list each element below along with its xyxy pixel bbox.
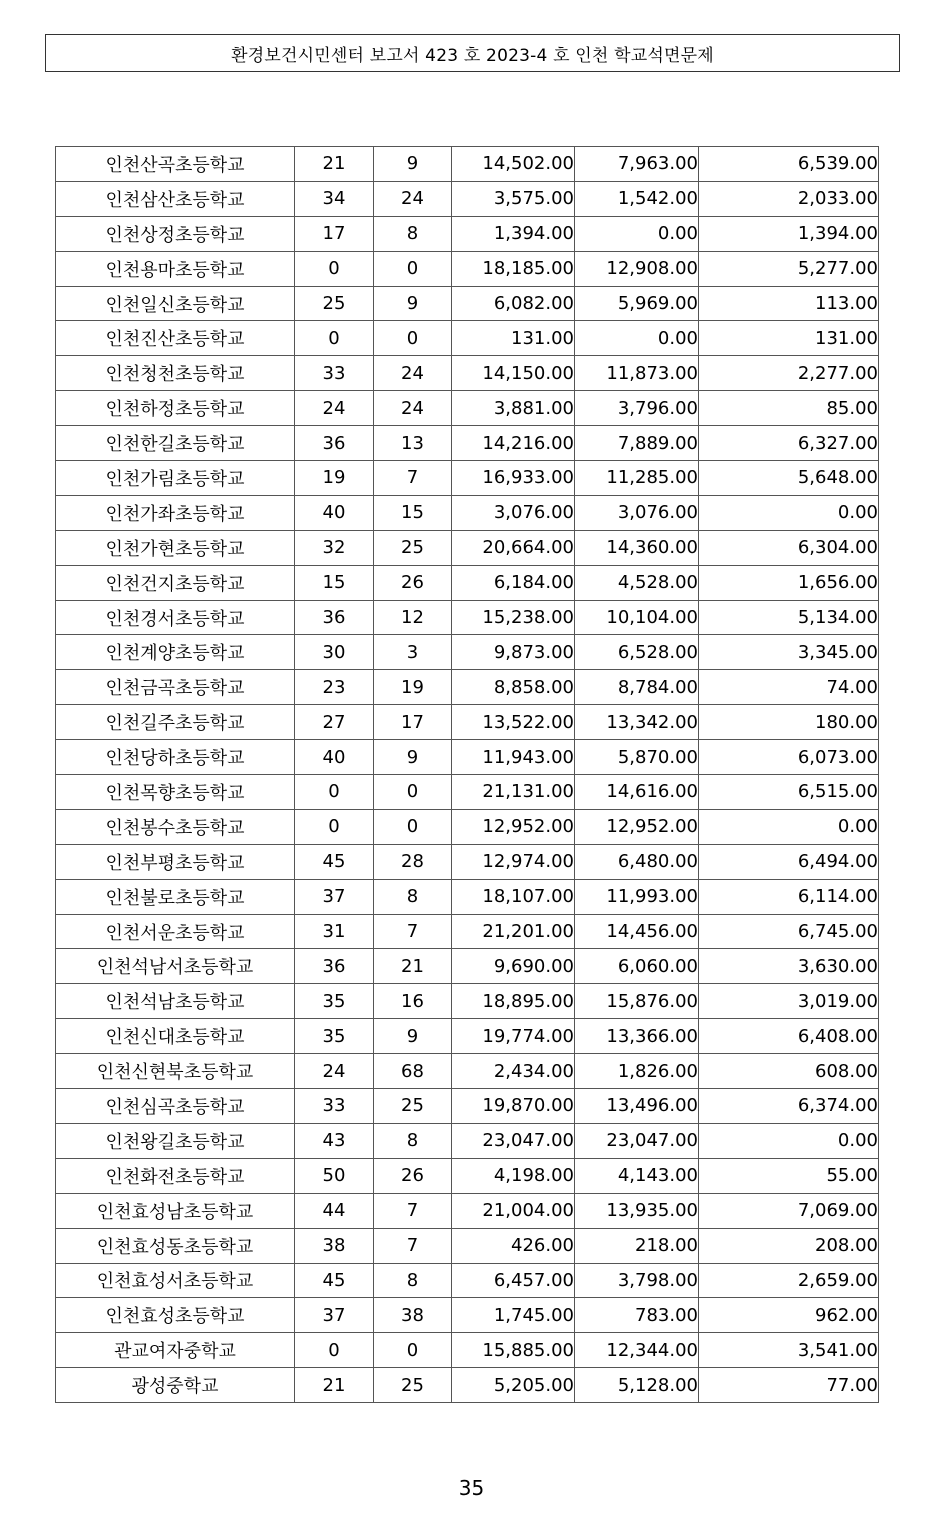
count-a-cell: 23 (295, 670, 374, 705)
school-name-cell: 인천계양초등학교 (56, 635, 295, 670)
removed-area-cell: 12,344.00 (575, 1333, 699, 1368)
total-area-cell: 15,885.00 (452, 1333, 575, 1368)
remaining-area-cell: 113.00 (699, 286, 879, 321)
remaining-area-cell: 6,114.00 (699, 879, 879, 914)
remaining-area-cell: 5,648.00 (699, 461, 879, 496)
total-area-cell: 4,198.00 (452, 1158, 575, 1193)
count-b-cell: 7 (374, 1228, 452, 1263)
remaining-area-cell: 3,630.00 (699, 949, 879, 984)
total-area-cell: 12,974.00 (452, 844, 575, 879)
total-area-cell: 131.00 (452, 321, 575, 356)
total-area-cell: 14,502.00 (452, 147, 575, 182)
school-name-cell: 인천가좌초등학교 (56, 495, 295, 530)
removed-area-cell: 14,456.00 (575, 914, 699, 949)
removed-area-cell: 5,128.00 (575, 1368, 699, 1403)
table-row (56, 984, 879, 1019)
remaining-area-cell: 6,515.00 (699, 775, 879, 810)
count-b-cell: 8 (374, 1123, 452, 1158)
count-b-cell: 9 (374, 1019, 452, 1054)
count-b-cell: 0 (374, 1333, 452, 1368)
count-b-cell: 13 (374, 426, 452, 461)
count-a-cell: 0 (295, 809, 374, 844)
school-name-cell: 인천경서초등학교 (56, 600, 295, 635)
count-b-cell: 26 (374, 565, 452, 600)
remaining-area-cell: 180.00 (699, 705, 879, 740)
school-name-cell: 인천산곡초등학교 (56, 147, 295, 182)
table-row (56, 461, 879, 496)
removed-area-cell: 13,366.00 (575, 1019, 699, 1054)
total-area-cell: 2,434.00 (452, 1054, 575, 1089)
removed-area-cell: 5,870.00 (575, 740, 699, 775)
count-b-cell: 8 (374, 1263, 452, 1298)
school-name-cell: 인천서운초등학교 (56, 914, 295, 949)
table-row (56, 1089, 879, 1124)
school-name-cell: 인천가현초등학교 (56, 530, 295, 565)
school-name-cell: 인천한길초등학교 (56, 426, 295, 461)
count-a-cell: 40 (295, 740, 374, 775)
table-row (56, 670, 879, 705)
total-area-cell: 16,933.00 (452, 461, 575, 496)
school-asbestos-table (55, 146, 879, 1403)
count-b-cell: 15 (374, 495, 452, 530)
count-b-cell: 25 (374, 1089, 452, 1124)
removed-area-cell: 14,616.00 (575, 775, 699, 810)
table-row (56, 1019, 879, 1054)
removed-area-cell: 13,935.00 (575, 1193, 699, 1228)
table-row (56, 286, 879, 321)
school-name-cell: 인천진산초등학교 (56, 321, 295, 356)
removed-area-cell: 10,104.00 (575, 600, 699, 635)
count-a-cell: 0 (295, 775, 374, 810)
school-name-cell: 인천건지초등학교 (56, 565, 295, 600)
count-b-cell: 17 (374, 705, 452, 740)
school-name-cell: 인천신대초등학교 (56, 1019, 295, 1054)
total-area-cell: 11,943.00 (452, 740, 575, 775)
count-a-cell: 38 (295, 1228, 374, 1263)
count-a-cell: 31 (295, 914, 374, 949)
table-row (56, 914, 879, 949)
count-a-cell: 25 (295, 286, 374, 321)
count-b-cell: 68 (374, 1054, 452, 1089)
count-b-cell: 0 (374, 251, 452, 286)
total-area-cell: 14,150.00 (452, 356, 575, 391)
count-b-cell: 24 (374, 391, 452, 426)
report-header (45, 34, 900, 72)
count-b-cell: 9 (374, 740, 452, 775)
count-a-cell: 27 (295, 705, 374, 740)
count-b-cell: 8 (374, 879, 452, 914)
total-area-cell: 6,457.00 (452, 1263, 575, 1298)
remaining-area-cell: 6,374.00 (699, 1089, 879, 1124)
count-a-cell: 35 (295, 984, 374, 1019)
removed-area-cell: 218.00 (575, 1228, 699, 1263)
removed-area-cell: 3,798.00 (575, 1263, 699, 1298)
remaining-area-cell: 6,304.00 (699, 530, 879, 565)
remaining-area-cell: 6,539.00 (699, 147, 879, 182)
count-a-cell: 35 (295, 1019, 374, 1054)
count-b-cell: 19 (374, 670, 452, 705)
table-row (56, 600, 879, 635)
remaining-area-cell: 1,656.00 (699, 565, 879, 600)
school-name-cell: 인천효성동초등학교 (56, 1228, 295, 1263)
total-area-cell: 15,238.00 (452, 600, 575, 635)
remaining-area-cell: 6,327.00 (699, 426, 879, 461)
table-row (56, 426, 879, 461)
count-b-cell: 24 (374, 181, 452, 216)
removed-area-cell: 6,480.00 (575, 844, 699, 879)
table-row (56, 495, 879, 530)
school-name-cell: 관교여자중학교 (56, 1333, 295, 1368)
count-a-cell: 36 (295, 600, 374, 635)
total-area-cell: 14,216.00 (452, 426, 575, 461)
total-area-cell: 9,873.00 (452, 635, 575, 670)
removed-area-cell: 0.00 (575, 321, 699, 356)
count-a-cell: 43 (295, 1123, 374, 1158)
count-b-cell: 0 (374, 809, 452, 844)
remaining-area-cell: 6,494.00 (699, 844, 879, 879)
count-b-cell: 25 (374, 1368, 452, 1403)
school-name-cell: 인천가림초등학교 (56, 461, 295, 496)
school-name-cell: 인천효성서초등학교 (56, 1263, 295, 1298)
count-a-cell: 0 (295, 1333, 374, 1368)
total-area-cell: 3,076.00 (452, 495, 575, 530)
table-body (56, 147, 879, 1403)
table-row (56, 844, 879, 879)
removed-area-cell: 11,873.00 (575, 356, 699, 391)
remaining-area-cell: 3,345.00 (699, 635, 879, 670)
removed-area-cell: 783.00 (575, 1298, 699, 1333)
school-name-cell: 인천당하초등학교 (56, 740, 295, 775)
table-row (56, 1123, 879, 1158)
total-area-cell: 3,881.00 (452, 391, 575, 426)
count-a-cell: 21 (295, 1368, 374, 1403)
count-a-cell: 30 (295, 635, 374, 670)
removed-area-cell: 4,528.00 (575, 565, 699, 600)
count-a-cell: 37 (295, 1298, 374, 1333)
removed-area-cell: 23,047.00 (575, 1123, 699, 1158)
school-name-cell: 인천금곡초등학교 (56, 670, 295, 705)
school-name-cell: 인천부평초등학교 (56, 844, 295, 879)
table-row (56, 1333, 879, 1368)
table-row (56, 1054, 879, 1089)
school-name-cell: 인천석남서초등학교 (56, 949, 295, 984)
removed-area-cell: 12,908.00 (575, 251, 699, 286)
remaining-area-cell: 131.00 (699, 321, 879, 356)
total-area-cell: 18,185.00 (452, 251, 575, 286)
total-area-cell: 13,522.00 (452, 705, 575, 740)
count-b-cell: 0 (374, 321, 452, 356)
total-area-cell: 18,895.00 (452, 984, 575, 1019)
removed-area-cell: 11,993.00 (575, 879, 699, 914)
remaining-area-cell: 2,033.00 (699, 181, 879, 216)
count-b-cell: 8 (374, 216, 452, 251)
school-name-cell: 인천청천초등학교 (56, 356, 295, 391)
removed-area-cell: 12,952.00 (575, 809, 699, 844)
school-name-cell: 인천삼산초등학교 (56, 181, 295, 216)
table-row (56, 1263, 879, 1298)
remaining-area-cell: 55.00 (699, 1158, 879, 1193)
count-a-cell: 40 (295, 495, 374, 530)
count-b-cell: 21 (374, 949, 452, 984)
removed-area-cell: 1,542.00 (575, 181, 699, 216)
table-row (56, 879, 879, 914)
count-a-cell: 36 (295, 426, 374, 461)
remaining-area-cell: 3,019.00 (699, 984, 879, 1019)
remaining-area-cell: 85.00 (699, 391, 879, 426)
count-a-cell: 50 (295, 1158, 374, 1193)
count-a-cell: 45 (295, 844, 374, 879)
remaining-area-cell: 5,277.00 (699, 251, 879, 286)
count-a-cell: 45 (295, 1263, 374, 1298)
school-name-cell: 인천불로초등학교 (56, 879, 295, 914)
count-b-cell: 25 (374, 530, 452, 565)
table-row (56, 809, 879, 844)
table-row (56, 565, 879, 600)
total-area-cell: 8,858.00 (452, 670, 575, 705)
count-b-cell: 12 (374, 600, 452, 635)
count-a-cell: 15 (295, 565, 374, 600)
school-name-cell: 광성중학교 (56, 1368, 295, 1403)
count-b-cell: 38 (374, 1298, 452, 1333)
count-b-cell: 9 (374, 147, 452, 182)
page-number: 35 (458, 1476, 485, 1500)
remaining-area-cell: 6,073.00 (699, 740, 879, 775)
remaining-area-cell: 1,394.00 (699, 216, 879, 251)
count-b-cell: 26 (374, 1158, 452, 1193)
school-name-cell: 인천일신초등학교 (56, 286, 295, 321)
removed-area-cell: 5,969.00 (575, 286, 699, 321)
count-b-cell: 0 (374, 775, 452, 810)
remaining-area-cell: 0.00 (699, 809, 879, 844)
remaining-area-cell: 77.00 (699, 1368, 879, 1403)
removed-area-cell: 4,143.00 (575, 1158, 699, 1193)
total-area-cell: 5,205.00 (452, 1368, 575, 1403)
table-row (56, 216, 879, 251)
total-area-cell: 426.00 (452, 1228, 575, 1263)
count-b-cell: 7 (374, 914, 452, 949)
removed-area-cell: 7,963.00 (575, 147, 699, 182)
count-a-cell: 19 (295, 461, 374, 496)
removed-area-cell: 6,060.00 (575, 949, 699, 984)
total-area-cell: 3,575.00 (452, 181, 575, 216)
table-row (56, 775, 879, 810)
removed-area-cell: 15,876.00 (575, 984, 699, 1019)
count-a-cell: 44 (295, 1193, 374, 1228)
school-name-cell: 인천하정초등학교 (56, 391, 295, 426)
table-row (56, 705, 879, 740)
report-title: 환경보건시민센터 보고서 423 호 2023-4 호 인천 학교석면문제 (231, 45, 714, 66)
table-row (56, 251, 879, 286)
total-area-cell: 9,690.00 (452, 949, 575, 984)
removed-area-cell: 3,076.00 (575, 495, 699, 530)
count-b-cell: 24 (374, 356, 452, 391)
school-name-cell: 인천봉수초등학교 (56, 809, 295, 844)
total-area-cell: 6,184.00 (452, 565, 575, 600)
removed-area-cell: 3,796.00 (575, 391, 699, 426)
total-area-cell: 12,952.00 (452, 809, 575, 844)
table-row (56, 635, 879, 670)
count-b-cell: 3 (374, 635, 452, 670)
count-a-cell: 24 (295, 391, 374, 426)
remaining-area-cell: 962.00 (699, 1298, 879, 1333)
table-row (56, 949, 879, 984)
table-row (56, 740, 879, 775)
count-a-cell: 34 (295, 181, 374, 216)
remaining-area-cell: 3,541.00 (699, 1333, 879, 1368)
school-name-cell: 인천용마초등학교 (56, 251, 295, 286)
remaining-area-cell: 0.00 (699, 495, 879, 530)
total-area-cell: 6,082.00 (452, 286, 575, 321)
total-area-cell: 21,004.00 (452, 1193, 575, 1228)
table-row (56, 1298, 879, 1333)
table-row (56, 181, 879, 216)
remaining-area-cell: 6,408.00 (699, 1019, 879, 1054)
remaining-area-cell: 0.00 (699, 1123, 879, 1158)
remaining-area-cell: 6,745.00 (699, 914, 879, 949)
school-name-cell: 인천목향초등학교 (56, 775, 295, 810)
count-a-cell: 36 (295, 949, 374, 984)
count-a-cell: 0 (295, 321, 374, 356)
remaining-area-cell: 2,277.00 (699, 356, 879, 391)
table-row (56, 356, 879, 391)
table-row (56, 1228, 879, 1263)
count-a-cell: 0 (295, 251, 374, 286)
total-area-cell: 23,047.00 (452, 1123, 575, 1158)
removed-area-cell: 14,360.00 (575, 530, 699, 565)
remaining-area-cell: 5,134.00 (699, 600, 879, 635)
total-area-cell: 19,870.00 (452, 1089, 575, 1124)
remaining-area-cell: 7,069.00 (699, 1193, 879, 1228)
school-name-cell: 인천화전초등학교 (56, 1158, 295, 1193)
total-area-cell: 19,774.00 (452, 1019, 575, 1054)
remaining-area-cell: 608.00 (699, 1054, 879, 1089)
school-name-cell: 인천석남초등학교 (56, 984, 295, 1019)
count-a-cell: 21 (295, 147, 374, 182)
school-name-cell: 인천심곡초등학교 (56, 1089, 295, 1124)
table-row (56, 391, 879, 426)
remaining-area-cell: 74.00 (699, 670, 879, 705)
count-b-cell: 28 (374, 844, 452, 879)
count-b-cell: 9 (374, 286, 452, 321)
removed-area-cell: 13,496.00 (575, 1089, 699, 1124)
removed-area-cell: 6,528.00 (575, 635, 699, 670)
count-a-cell: 24 (295, 1054, 374, 1089)
removed-area-cell: 13,342.00 (575, 705, 699, 740)
count-a-cell: 33 (295, 1089, 374, 1124)
school-name-cell: 인천신현북초등학교 (56, 1054, 295, 1089)
removed-area-cell: 8,784.00 (575, 670, 699, 705)
table-row (56, 147, 879, 182)
removed-area-cell: 0.00 (575, 216, 699, 251)
total-area-cell: 21,131.00 (452, 775, 575, 810)
removed-area-cell: 11,285.00 (575, 461, 699, 496)
school-name-cell: 인천왕길초등학교 (56, 1123, 295, 1158)
total-area-cell: 1,394.00 (452, 216, 575, 251)
school-name-cell: 인천효성초등학교 (56, 1298, 295, 1333)
total-area-cell: 20,664.00 (452, 530, 575, 565)
removed-area-cell: 1,826.00 (575, 1054, 699, 1089)
table-row (56, 1158, 879, 1193)
removed-area-cell: 7,889.00 (575, 426, 699, 461)
table-row (56, 530, 879, 565)
school-name-cell: 인천길주초등학교 (56, 705, 295, 740)
count-a-cell: 32 (295, 530, 374, 565)
count-b-cell: 16 (374, 984, 452, 1019)
table-row (56, 1368, 879, 1403)
total-area-cell: 18,107.00 (452, 879, 575, 914)
total-area-cell: 21,201.00 (452, 914, 575, 949)
total-area-cell: 1,745.00 (452, 1298, 575, 1333)
count-a-cell: 37 (295, 879, 374, 914)
remaining-area-cell: 2,659.00 (699, 1263, 879, 1298)
count-a-cell: 33 (295, 356, 374, 391)
table-row (56, 321, 879, 356)
count-b-cell: 7 (374, 1193, 452, 1228)
remaining-area-cell: 208.00 (699, 1228, 879, 1263)
school-name-cell: 인천효성남초등학교 (56, 1193, 295, 1228)
school-name-cell: 인천상정초등학교 (56, 216, 295, 251)
count-a-cell: 17 (295, 216, 374, 251)
count-b-cell: 7 (374, 461, 452, 496)
table-row (56, 1193, 879, 1228)
